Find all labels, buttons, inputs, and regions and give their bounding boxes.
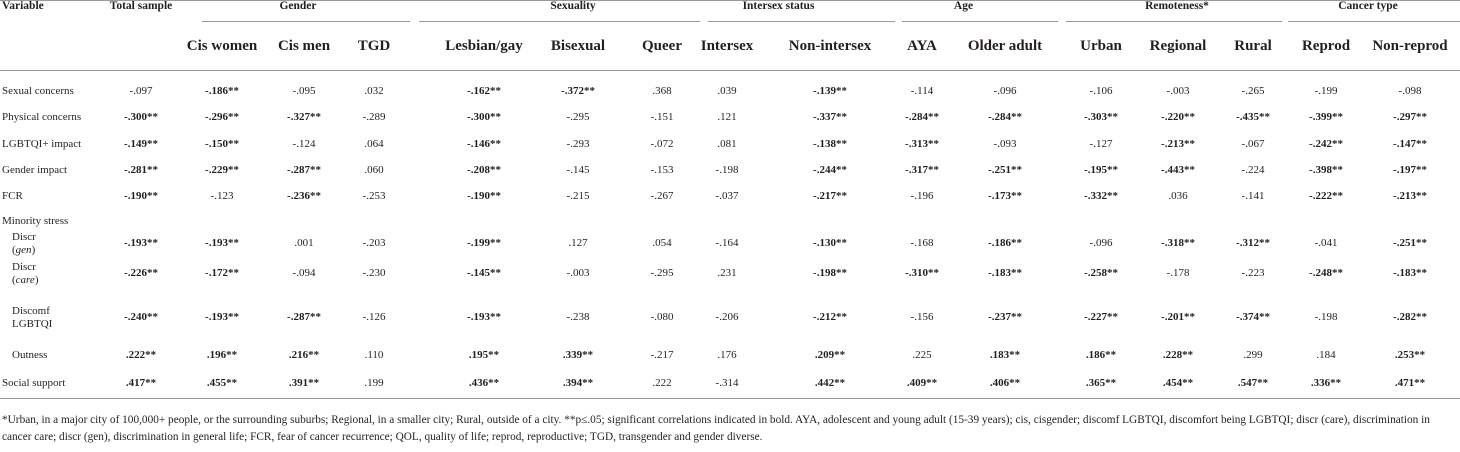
table-cell: -.094 — [292, 267, 316, 279]
table-cell: -.372** — [561, 85, 595, 97]
header-subgroup: Rural — [1234, 38, 1272, 54]
group-underline — [1288, 21, 1460, 22]
table-cell: .222** — [125, 349, 157, 361]
table-cell: -.186** — [205, 85, 239, 97]
row-label: Discomf — [12, 305, 50, 317]
table-cell: -.139** — [813, 85, 847, 97]
table-cell: .184 — [1316, 349, 1336, 361]
table-cell: -.193** — [205, 311, 239, 323]
table-cell: -.318** — [1161, 237, 1195, 249]
header-subgroup: Cis women — [186, 38, 258, 54]
table-top-rule — [0, 0, 1460, 1]
table-cell: .199 — [364, 377, 384, 389]
table-cell: .039 — [717, 85, 737, 97]
table-cell: -.251** — [1393, 237, 1427, 249]
table-cell: -.127 — [1089, 138, 1113, 150]
table-cell: -.153 — [650, 164, 674, 176]
table-cell: -.123 — [210, 190, 234, 202]
table-cell: -.098 — [1398, 85, 1422, 97]
table-cell: .368 — [652, 85, 672, 97]
table-cell: -.242** — [1309, 138, 1343, 150]
header-subgroup: Non-intersex — [788, 38, 872, 54]
table-cell: .471** — [1394, 377, 1426, 389]
table-cell: -.236** — [287, 190, 321, 202]
table-cell: .299 — [1243, 349, 1263, 361]
table-cell: -.183** — [988, 267, 1022, 279]
table-cell: -.287** — [287, 164, 321, 176]
table-cell: .417** — [125, 377, 157, 389]
header-subgroup: Older adult — [967, 38, 1043, 54]
table-cell: .054 — [652, 237, 672, 249]
table-cell: -.150** — [205, 138, 239, 150]
table-cell: .222 — [652, 377, 672, 389]
header-subgroup: Non-reprod — [1372, 38, 1448, 54]
table-cell: -.106 — [1089, 85, 1113, 97]
table-cell: -.196 — [910, 190, 934, 202]
table-cell: -.197** — [1393, 164, 1427, 176]
table-cell: -.156 — [910, 311, 934, 323]
table-cell: -.251** — [988, 164, 1022, 176]
table-cell: -.162** — [467, 85, 501, 97]
table-cell: -.193** — [124, 237, 158, 249]
header-subgroup: Lesbian/gay — [445, 38, 523, 54]
table-cell: -.141 — [1241, 190, 1265, 202]
table-cell: -.300** — [124, 111, 158, 123]
table-cell: .436** — [468, 377, 500, 389]
table-cell: -.072 — [650, 138, 674, 150]
table-cell: -.220** — [1161, 111, 1195, 123]
table-cell: -.193** — [467, 311, 501, 323]
table-cell: -.217 — [650, 349, 674, 361]
table-cell: -.208** — [467, 164, 501, 176]
table-cell: -.293 — [566, 138, 590, 150]
table-cell: -.337** — [813, 111, 847, 123]
table-cell: -.215 — [566, 190, 590, 202]
table-cell: -.130** — [813, 237, 847, 249]
table-cell: .209** — [814, 349, 846, 361]
table-cell: -.212** — [813, 311, 847, 323]
row-label: Outness — [12, 349, 48, 361]
header-subgroup: Cis men — [277, 38, 331, 54]
row-label: Social support — [2, 377, 66, 389]
table-cell: -.199** — [467, 237, 501, 249]
table-cell: -.138** — [813, 138, 847, 150]
table-cell: .032 — [364, 85, 384, 97]
table-cell: .060 — [364, 164, 384, 176]
table-cell: -.300** — [467, 111, 501, 123]
header-subgroup: Urban — [1080, 38, 1122, 54]
table-cell: .391** — [288, 377, 320, 389]
table-cell: .547** — [1237, 377, 1269, 389]
header-subgroup: AYA — [907, 38, 937, 54]
table-cell: -.227** — [1084, 311, 1118, 323]
table-cell: -.240** — [124, 311, 158, 323]
table-cell: .442** — [814, 377, 846, 389]
table-cell: -.297** — [1393, 111, 1427, 123]
header-subgroup: TGD — [357, 38, 391, 54]
header-group: Remoteness* — [1145, 0, 1209, 12]
table-cell: -.206 — [715, 311, 739, 323]
row-label: LGBTQI+ impact — [2, 138, 82, 150]
header-subgroup: Regional — [1149, 38, 1207, 54]
table-cell: .225 — [912, 349, 932, 361]
table-cell: .195** — [468, 349, 500, 361]
header-total-sample: Total sample — [109, 0, 173, 12]
table-cell: -.164 — [715, 237, 739, 249]
table-cell: .253** — [1394, 349, 1426, 361]
table-cell: -.317** — [905, 164, 939, 176]
table-cell: -.168 — [910, 237, 934, 249]
table-cell: -.303** — [1084, 111, 1118, 123]
table-cell: -.258** — [1084, 267, 1118, 279]
table-cell: -.149** — [124, 138, 158, 150]
header-variable: Variable — [2, 0, 44, 12]
table-cell: .409** — [906, 377, 938, 389]
table-cell: -.213** — [1393, 190, 1427, 202]
group-underline — [708, 21, 895, 22]
table-cell: .231 — [717, 267, 737, 279]
table-bottom-rule — [0, 398, 1460, 399]
table-cell: .183** — [989, 349, 1021, 361]
table-cell: -.244** — [813, 164, 847, 176]
table-cell: -.114 — [910, 85, 934, 97]
table-cell: -.327** — [287, 111, 321, 123]
header-group: Gender — [279, 0, 317, 12]
table-cell: -.398** — [1309, 164, 1343, 176]
table-cell: .455** — [206, 377, 238, 389]
header-group: Sexuality — [550, 0, 596, 12]
table-cell: -.229** — [205, 164, 239, 176]
table-cell: -.146** — [467, 138, 501, 150]
table-cell: -.080 — [650, 311, 674, 323]
table-cell: -.095 — [292, 85, 316, 97]
table-cell: -.217** — [813, 190, 847, 202]
table-cell: -.203 — [362, 237, 386, 249]
table-cell: .454** — [1162, 377, 1194, 389]
table-cell: -.147** — [1393, 138, 1427, 150]
table-cell: .196** — [206, 349, 238, 361]
table-cell: .001 — [294, 237, 314, 249]
header-subgroup: Reprod — [1301, 38, 1351, 54]
row-label: FCR — [2, 190, 23, 202]
row-label-sub: (care) — [12, 274, 39, 286]
table-cell: -.238 — [566, 311, 590, 323]
table-cell: -.248** — [1309, 267, 1343, 279]
table-cell: -.313** — [905, 138, 939, 150]
table-footnote: *Urban, in a major city of 100,000+ people, or the surrounding suburbs; Regional, in a smaller city; Rural, outside of a city. **p≤.05; significant correlations indicated in bold. AYA, adolescent and young adult (15-39 years); cis, cisgender; discomf LGBTQI, discomfort being LGBTQI; discr (care), discrimination in cancer care; discr (gen), discrimination in general life; FCR, fear of cancer recurrence; QOL, quality of life; reprod, reproductive; TGD, transgender and gender diverse. — [2, 414, 1430, 443]
table-cell: -.443** — [1161, 164, 1195, 176]
table-cell: .110 — [364, 349, 384, 361]
group-underline — [902, 21, 1058, 22]
table-cell: -.178 — [1166, 267, 1190, 279]
header-subgroup: Intersex — [700, 38, 754, 54]
table-cell: -.145 — [566, 164, 590, 176]
table-cell: .228** — [1162, 349, 1194, 361]
header-subgroup: Bisexual — [550, 38, 606, 54]
table-cell: -.314 — [715, 377, 739, 389]
table-cell: -.172** — [205, 267, 239, 279]
section-label-minority-stress: Minority stress — [2, 215, 69, 227]
row-label: Physical concerns — [2, 111, 82, 123]
table-cell: -.399** — [1309, 111, 1343, 123]
table-cell: -.190** — [467, 190, 501, 202]
table-cell: -.096 — [1089, 237, 1113, 249]
table-cell: -.124 — [292, 138, 316, 150]
table-cell: -.183** — [1393, 267, 1427, 279]
table-cell: .336** — [1310, 377, 1342, 389]
table-cell: -.296** — [205, 111, 239, 123]
header-subgroup: Queer — [642, 38, 682, 54]
row-label: Discr — [12, 231, 36, 243]
table-cell: -.151 — [650, 111, 674, 123]
header-group: Age — [953, 0, 974, 12]
table-cell: -.198** — [813, 267, 847, 279]
table-cell: .365** — [1085, 377, 1117, 389]
table-cell: .064 — [364, 138, 384, 150]
header-bottom-rule — [0, 70, 1460, 71]
table-cell: -.198 — [715, 164, 739, 176]
table-cell: -.201** — [1161, 311, 1195, 323]
table-cell: -.230 — [362, 267, 386, 279]
table-cell: -.222** — [1309, 190, 1343, 202]
row-label: Gender impact — [2, 164, 68, 176]
table-cell: -.226** — [124, 267, 158, 279]
table-cell: -.253 — [362, 190, 386, 202]
table-cell: -.190** — [124, 190, 158, 202]
table-cell: -.310** — [905, 267, 939, 279]
table-cell: -.186** — [988, 237, 1022, 249]
table-cell: -.198 — [1314, 311, 1338, 323]
table-cell: .176 — [717, 349, 737, 361]
table-cell: -.237** — [988, 311, 1022, 323]
group-underline — [202, 21, 410, 22]
row-label-sub: (gen) — [12, 244, 36, 256]
table-cell: -.223 — [1241, 267, 1265, 279]
row-label: Discr — [12, 261, 36, 273]
table-cell: -.224 — [1241, 164, 1265, 176]
table-cell: -.435** — [1236, 111, 1270, 123]
table-cell: -.295 — [650, 267, 674, 279]
table-cell: -.126 — [362, 311, 386, 323]
row-label: Sexual concerns — [2, 85, 74, 97]
header-group: Cancer type — [1338, 0, 1398, 12]
table-cell: -.312** — [1236, 237, 1270, 249]
table-cell: -.096 — [993, 85, 1017, 97]
table-cell: .081 — [717, 138, 737, 150]
table-cell: -.287** — [287, 311, 321, 323]
table-cell: .406** — [989, 377, 1021, 389]
table-cell: -.332** — [1084, 190, 1118, 202]
table-cell: .186** — [1085, 349, 1117, 361]
table-cell: .216** — [288, 349, 320, 361]
table-cell: -.284** — [988, 111, 1022, 123]
table-cell: -.193** — [205, 237, 239, 249]
table-cell: .121 — [717, 111, 737, 123]
table-cell: -.374** — [1236, 311, 1270, 323]
table-cell: .394** — [562, 377, 594, 389]
group-underline — [419, 21, 700, 22]
table-cell: -.097 — [129, 85, 153, 97]
table-cell: -.003 — [1166, 85, 1190, 97]
table-cell: -.037 — [715, 190, 739, 202]
table-cell: -.289 — [362, 111, 386, 123]
table-cell: -.295 — [566, 111, 590, 123]
table-cell: -.213** — [1161, 138, 1195, 150]
table-cell: -.284** — [905, 111, 939, 123]
table-cell: -.199 — [1314, 85, 1338, 97]
table-cell: -.093 — [993, 138, 1017, 150]
table-cell: -.265 — [1241, 85, 1265, 97]
row-label-line2: LGBTQI — [12, 318, 53, 330]
group-underline — [1066, 21, 1282, 22]
table-cell: -.281** — [124, 164, 158, 176]
table-cell: .127 — [568, 237, 588, 249]
table-cell: .339** — [562, 349, 594, 361]
table-cell: -.195** — [1084, 164, 1118, 176]
table-cell: -.282** — [1393, 311, 1427, 323]
table-cell: -.145** — [467, 267, 501, 279]
table-cell: -.041 — [1314, 237, 1338, 249]
table-cell: -.173** — [988, 190, 1022, 202]
table-cell: -.267 — [650, 190, 674, 202]
table-cell: .036 — [1168, 190, 1188, 202]
table-cell: -.003 — [566, 267, 590, 279]
header-group: Intersex status — [742, 0, 815, 12]
table-cell: -.067 — [1241, 138, 1265, 150]
